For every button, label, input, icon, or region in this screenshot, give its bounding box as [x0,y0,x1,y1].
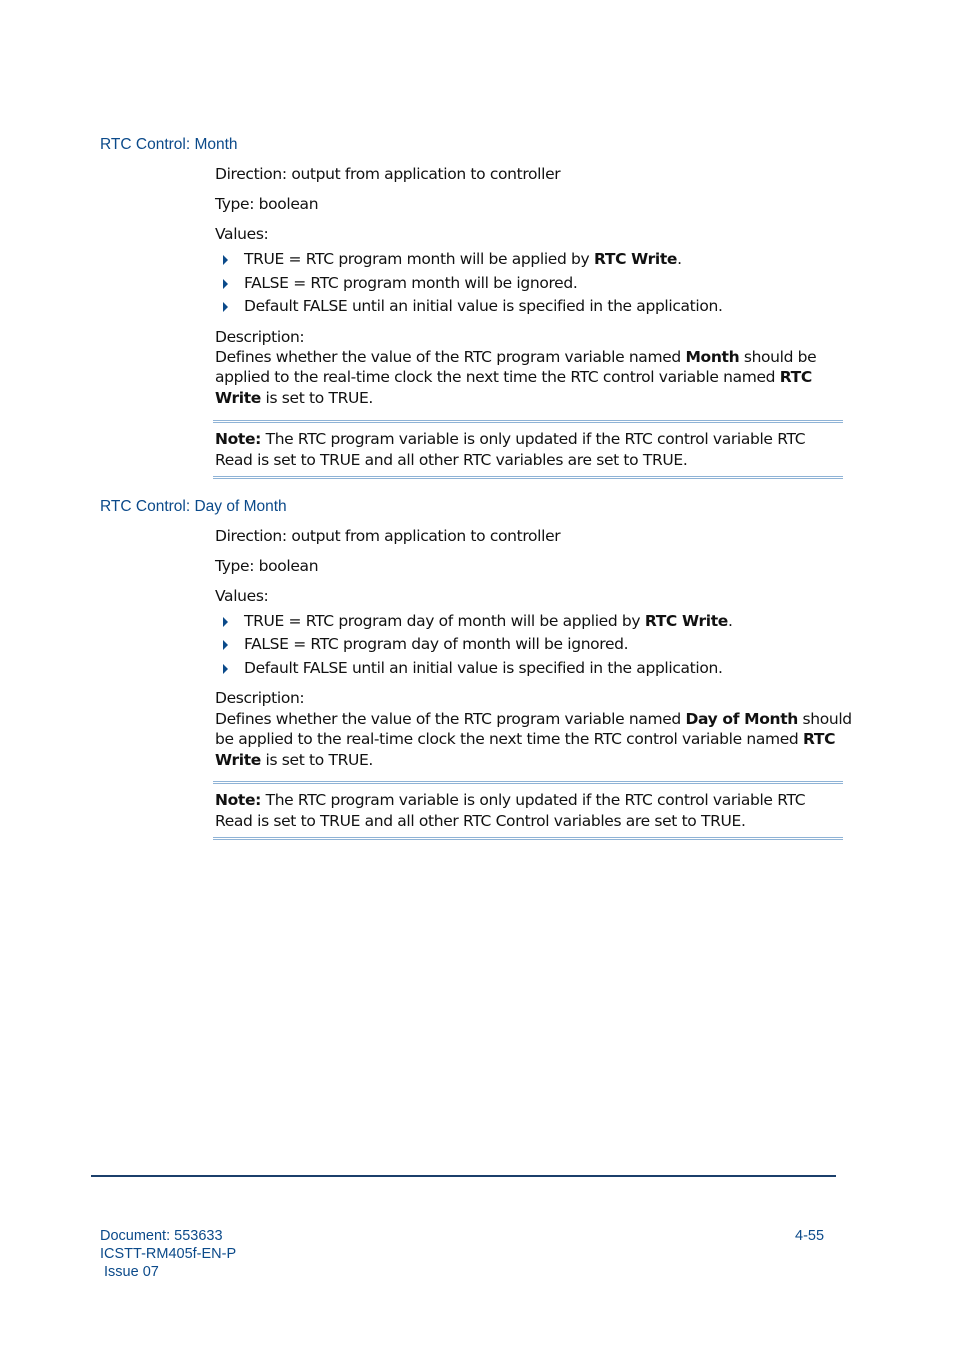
note-line: Read is set to TRUE and all other RTC Control variables are set to TRUE. [215,812,746,830]
description-label: Description: [215,328,305,346]
footer-document-code: ICSTT-RM405f-EN-P [100,1246,237,1262]
note-line: Note: The RTC program variable is only updated if the RTC control variable RTC [215,430,806,448]
type-text: Type: boolean [215,557,319,575]
footer-page-number: 4-55 [795,1228,825,1244]
bullet-text: TRUE = RTC program day of month will be applied by [244,612,645,630]
note-box [213,420,843,479]
bullet-bold-text: RTC Write [644,612,728,630]
variable-name: Day of Month [685,710,798,728]
variable-name: RTC [779,368,812,386]
description-line: Write is set to TRUE. [215,751,374,769]
variable-name: Write [215,389,261,407]
description-label: Description: [215,689,305,707]
bullet-text: TRUE = RTC program month will be applied by [244,250,594,268]
bullet-arrow-icon [223,279,228,289]
description-line: be applied to the real-time clock the next time the RTC control variable named RTC [215,730,836,748]
bullet-text: FALSE = RTC program day of month will be ignored. [244,635,629,653]
bullet-text-end: . [677,250,682,268]
bullet-arrow-icon [223,664,228,674]
bullet-arrow-icon [223,640,228,650]
note-label: Note: [215,791,261,809]
description-line: Write is set to TRUE. [215,389,374,407]
bullet-arrow-icon [223,255,228,265]
type-text: Type: boolean [215,195,319,213]
note-line: Read is set to TRUE and all other RTC variables are set to TRUE. [215,451,688,469]
footer-issue: Issue 07 [100,1264,159,1280]
variable-name: Write [215,751,261,769]
section-heading: RTC Control: Day of Month [100,498,287,515]
footer-document-number: Document: 553633 [100,1228,223,1244]
section-heading: RTC Control: Month [100,136,238,153]
footer-divider [91,1175,836,1177]
note-label: Note: [215,430,261,448]
description-line: Defines whether the value of the RTC program variable named Month should be [215,348,817,366]
bullet-arrow-icon [223,302,228,312]
bullet-text: Default FALSE until an initial value is specified in the application. [244,297,723,315]
bullet-arrow-icon [223,617,228,627]
values-label: Values: [215,225,269,243]
direction-text: Direction: output from application to controller [215,527,561,545]
variable-name: Month [685,348,740,366]
description-line: applied to the real-time clock the next time the RTC control variable named RTC [215,368,812,386]
bullet-text: FALSE = RTC program month will be ignored. [244,274,578,292]
note-box [213,781,843,840]
variable-name: RTC [802,730,836,748]
description-line: Defines whether the value of the RTC program variable named Day of Month should [215,710,852,728]
note-line: Note: The RTC program variable is only updated if the RTC control variable RTC [215,791,806,809]
bullet-text: Default FALSE until an initial value is specified in the application. [244,659,723,677]
bullet-bold-text: RTC Write [593,250,678,268]
bullet-text-end: . [727,612,733,630]
direction-text: Direction: output from application to controller [215,165,561,183]
values-label: Values: [215,587,269,605]
